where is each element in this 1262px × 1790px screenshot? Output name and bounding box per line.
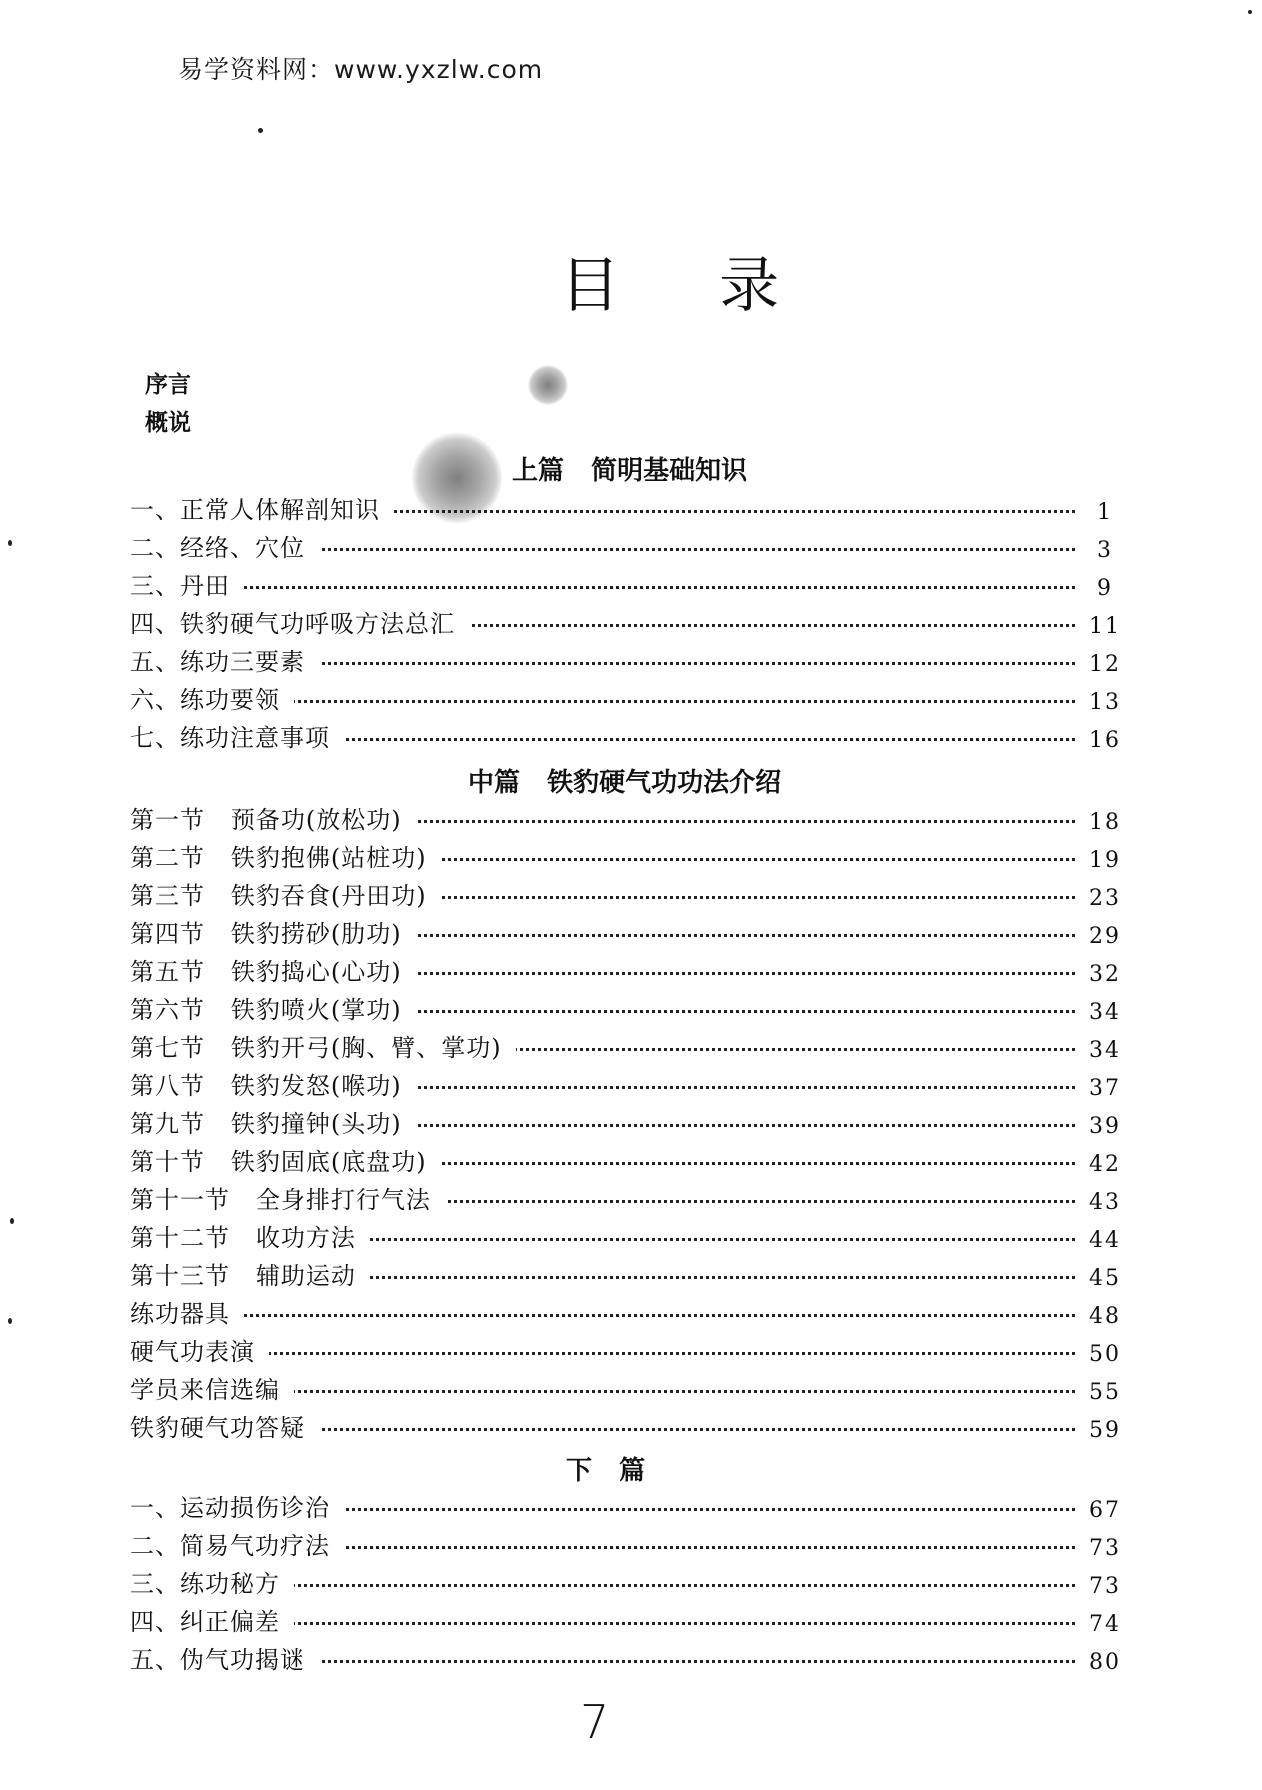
toc-entry-label: 二、经络、穴位: [130, 528, 319, 563]
scan-speck: [8, 1318, 12, 1324]
toc-entry: [130, 1370, 1130, 1406]
toc-entry: [130, 1028, 1130, 1064]
toc-entry: [130, 876, 1130, 912]
toc-entry-page: 74: [1089, 1612, 1121, 1637]
toc-entry-page: 59: [1089, 1418, 1121, 1443]
toc-entry: [130, 800, 1130, 836]
toc-entry-label: 三、丹田: [130, 566, 244, 601]
toc-entry-page: 34: [1089, 1038, 1121, 1063]
toc-entry-page: 44: [1089, 1228, 1121, 1253]
toc-entry-page: 11: [1089, 614, 1121, 639]
toc-entry-label: 一、正常人体解剖知识: [130, 490, 394, 525]
toc-entry-page: 12: [1089, 652, 1121, 677]
toc-entry-page: 42: [1089, 1152, 1121, 1177]
toc-entry: [130, 990, 1130, 1026]
toc-entry: [130, 490, 1130, 526]
toc-entry: [130, 604, 1130, 640]
toc-entry-page: 19: [1089, 848, 1121, 873]
toc-entry: [130, 1640, 1130, 1676]
toc-entry: [130, 914, 1130, 950]
toc-entry: [130, 1142, 1130, 1178]
toc-entry-label: 第十节 铁豹固底(底盘功): [130, 1142, 441, 1177]
toc-entry: [130, 1332, 1130, 1368]
toc-entry-label: 一、运动损伤诊治: [130, 1488, 344, 1523]
toc-entry-label: 第五节 铁豹捣心(心功): [130, 952, 416, 987]
scan-speck: [1248, 10, 1252, 14]
toc-entry-label: 四、纠正偏差: [130, 1602, 294, 1637]
toc-entry-page: 50: [1089, 1342, 1121, 1367]
toc-entry-label: 练功器具: [130, 1294, 244, 1329]
toc-entry: [130, 1256, 1130, 1292]
scan-speck: [10, 1218, 14, 1224]
toc-entry-page: 29: [1089, 924, 1121, 949]
toc-entry-label: 第六节 铁豹喷火(掌功): [130, 990, 416, 1025]
page-title: 目 录: [560, 251, 820, 321]
watermark-text: 易学资料网：www.yxzlw.com: [178, 55, 544, 84]
toc-entry-label: 第十二节 收功方法: [130, 1218, 370, 1253]
toc-entry: [130, 1564, 1130, 1600]
toc-entry-label: 第四节 铁豹捞砂(肋功): [130, 914, 416, 949]
toc-entry-page: 9: [1097, 576, 1113, 601]
toc-entry-page: 16: [1089, 728, 1121, 753]
toc-entry-label: 二、简易气功疗法: [130, 1526, 344, 1561]
toc-entry-label: 五、伪气功揭谜: [130, 1640, 319, 1675]
toc-entry: [130, 952, 1130, 988]
dot-leader: [130, 1352, 1075, 1355]
page-number: 7: [580, 1695, 610, 1749]
toc-entry-page: 32: [1089, 962, 1121, 987]
dot-leader: [130, 1314, 1075, 1317]
toc-entry-page: 1: [1097, 500, 1113, 525]
toc-entry-label: 第八节 铁豹发怒(喉功): [130, 1066, 416, 1101]
toc-entry-page: 34: [1089, 1000, 1121, 1025]
toc-entry-page: 43: [1089, 1190, 1121, 1215]
section-heading-lower: 下 篇: [566, 1456, 646, 1486]
toc-entry: [130, 1180, 1130, 1216]
toc-entry: [130, 528, 1130, 564]
toc-entry-page: 48: [1089, 1304, 1121, 1329]
ink-blot: [528, 365, 568, 405]
toc-entry-page: 67: [1089, 1498, 1121, 1523]
toc-entry-label: 第九节 铁豹撞钟(头功): [130, 1104, 416, 1139]
toc-entry: [130, 1294, 1130, 1330]
toc-entry-label: 第二节 铁豹抱佛(站桩功): [130, 838, 441, 873]
toc-entry: [130, 566, 1130, 602]
section-heading-middle: 中篇 铁豹硬气功功法介绍: [468, 768, 782, 798]
toc-entry-page: 80: [1089, 1650, 1121, 1675]
toc-entry-label: 学员来信选编: [130, 1370, 294, 1405]
toc-entry-label: 第三节 铁豹吞食(丹田功): [130, 876, 441, 911]
toc-entry-page: 18: [1089, 810, 1121, 835]
toc-entry-page: 73: [1089, 1536, 1121, 1561]
toc-entry: [130, 1488, 1130, 1524]
toc-entry-page: 45: [1089, 1266, 1121, 1291]
toc-entry-page: 3: [1097, 538, 1113, 563]
toc-entry-label: 硬气功表演: [130, 1332, 269, 1367]
toc-entry: [130, 1218, 1130, 1254]
toc-entry-label: 五、练功三要素: [130, 642, 319, 677]
toc-entry-page: 37: [1089, 1076, 1121, 1101]
toc-entry-page: 39: [1089, 1114, 1121, 1139]
toc-entry-page: 13: [1089, 690, 1121, 715]
overview-entry: 概说: [145, 410, 191, 436]
toc-entry: [130, 1066, 1130, 1102]
dot-leader: [130, 586, 1075, 589]
toc-entry-page: 73: [1089, 1574, 1121, 1599]
toc-entry-label: 三、练功秘方: [130, 1564, 294, 1599]
toc-entry-label: 第十三节 辅助运动: [130, 1256, 370, 1291]
section-heading-upper: 上篇 简明基础知识: [512, 456, 748, 486]
scan-speck: [8, 540, 12, 546]
toc-entry: [130, 1104, 1130, 1140]
toc-entry: [130, 1526, 1130, 1562]
toc-entry-page: 55: [1089, 1380, 1121, 1405]
toc-entry-label: 第一节 预备功(放松功): [130, 800, 416, 835]
toc-entry: [130, 838, 1130, 874]
toc-entry: [130, 718, 1130, 754]
toc-entry-label: 六、练功要领: [130, 680, 294, 715]
toc-entry-label: 四、铁豹硬气功呼吸方法总汇: [130, 604, 469, 639]
toc-entry-page: 23: [1089, 886, 1121, 911]
toc-entry-label: 第七节 铁豹开弓(胸、臂、掌功): [130, 1028, 516, 1063]
toc-entry: [130, 1408, 1130, 1444]
toc-entry-label: 七、练功注意事项: [130, 718, 344, 753]
toc-entry-label: 铁豹硬气功答疑: [130, 1408, 319, 1443]
toc-entry: [130, 642, 1130, 678]
toc-entry: [130, 680, 1130, 716]
preface-entry: 序言: [145, 372, 191, 398]
toc-entry-label: 第十一节 全身排打行气法: [130, 1180, 445, 1215]
toc-entry: [130, 1602, 1130, 1638]
scan-speck: [258, 128, 263, 133]
